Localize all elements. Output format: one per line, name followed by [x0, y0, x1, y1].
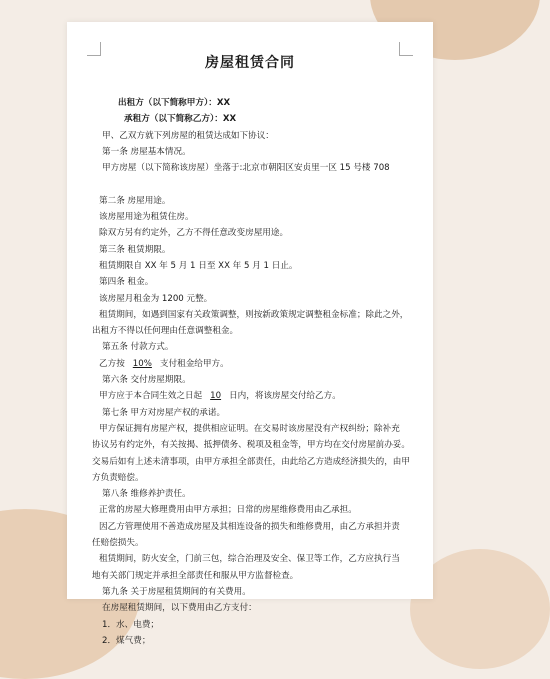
- contract-line: 第九条 关于房屋租赁期间的有关费用。: [102, 586, 251, 597]
- contract-line: 第七条 甲方对房屋产权的承诺。: [102, 407, 226, 418]
- contract-line: 该房屋月租金为 1200 元整。: [99, 293, 213, 304]
- contract-line: 出租方（以下简称甲方）：XX: [118, 98, 231, 108]
- contract-line: [92, 388, 432, 404]
- contract-line: 甲、乙双方就下列房屋的租赁达成如下协议：: [102, 130, 274, 141]
- contract-line: 该房屋用途为租赁住房。: [99, 212, 194, 223]
- contract-line: 正常的房屋大修理费用由甲方承担；日常的房屋维修费用由乙承担。: [99, 505, 357, 516]
- contract-line: 方负责赔偿。: [92, 472, 144, 483]
- contract-line: 第二条 房屋用途。: [99, 195, 171, 206]
- contract-line: 因乙方管理使用不善造成房屋及其相连设备的损失和维修费用，由乙方承担并责: [99, 521, 400, 532]
- contract-line: 交易后如有上述未清事项，由甲方承担全部责任，由此给乙方造成经济损失的，由甲: [92, 456, 410, 467]
- contract-line: 租赁期间，防火安全，门前三包，综合治理及安全、保卫等工作，乙方应执行当: [99, 554, 400, 565]
- page-title: 房屋租赁合同: [205, 55, 295, 71]
- contract-line: 甲方房屋（以下简称该房屋）坐落于:北京市朝阳区安贞里一区 15 号楼 708: [102, 163, 390, 174]
- contract-line: 甲方保证拥有房屋产权，提供相应证明。在交易时该房屋没有产权纠纷；除补充: [99, 423, 400, 434]
- contract-line: 第三条 租赁期限。: [99, 244, 171, 255]
- contract-line: 承租方（以下简称乙方）：XX: [124, 114, 237, 125]
- contract-line: 租赁期限自 XX 年 5 月 1 日至 XX 年 5 月 1 日止。: [99, 260, 298, 271]
- line-segment: 甲方应于本合同生效之日起: [99, 391, 203, 402]
- filled-blank: 10: [210, 391, 222, 402]
- contract-line: 协议另有约定外，有关按揭、抵押债务、税项及租金等，甲方均在交付房屋前办妥。: [92, 440, 410, 451]
- line-segment: 日内，将该房屋交付给乙方。: [229, 391, 341, 402]
- contract-line: 地有关部门规定并承担全部责任和服从甲方监督检查。: [92, 570, 299, 581]
- line-segment: 支付租金给甲方。: [159, 358, 229, 369]
- contract-line: 在房屋租赁期间，以下费用由乙方支付：: [102, 603, 257, 614]
- contract-line: 租赁期间，如遇到国家有关政策调整，则按新政策规定调整租金标准；除此之外，: [99, 309, 409, 320]
- contract-line: 1．水、电费；: [102, 619, 160, 630]
- contract-line: [92, 356, 432, 372]
- contract-line: 除双方另有约定外，乙方不得任意改变房屋用途。: [99, 228, 289, 239]
- filled-blank: 10%: [132, 358, 152, 369]
- contract-line: 第四条 租金。: [99, 277, 154, 288]
- contract-line: 出租方不得以任何理由任意调整租金。: [92, 326, 239, 337]
- blank-line: [92, 176, 432, 192]
- contract-line: 第八条 维修养护责任。: [102, 489, 191, 500]
- contract-line: 第五条 付款方式。: [102, 342, 174, 353]
- line-segment: 乙方按: [99, 358, 125, 369]
- contract-line: 第一条 房屋基本情况。: [102, 146, 191, 157]
- contract-line: 2．煤气费；: [102, 635, 151, 646]
- contract-line: 任赔偿损失。: [92, 538, 144, 549]
- contract-body: [92, 95, 432, 649]
- contract-line: 第六条 交付房屋期限。: [102, 375, 191, 386]
- contract-page: [67, 22, 433, 646]
